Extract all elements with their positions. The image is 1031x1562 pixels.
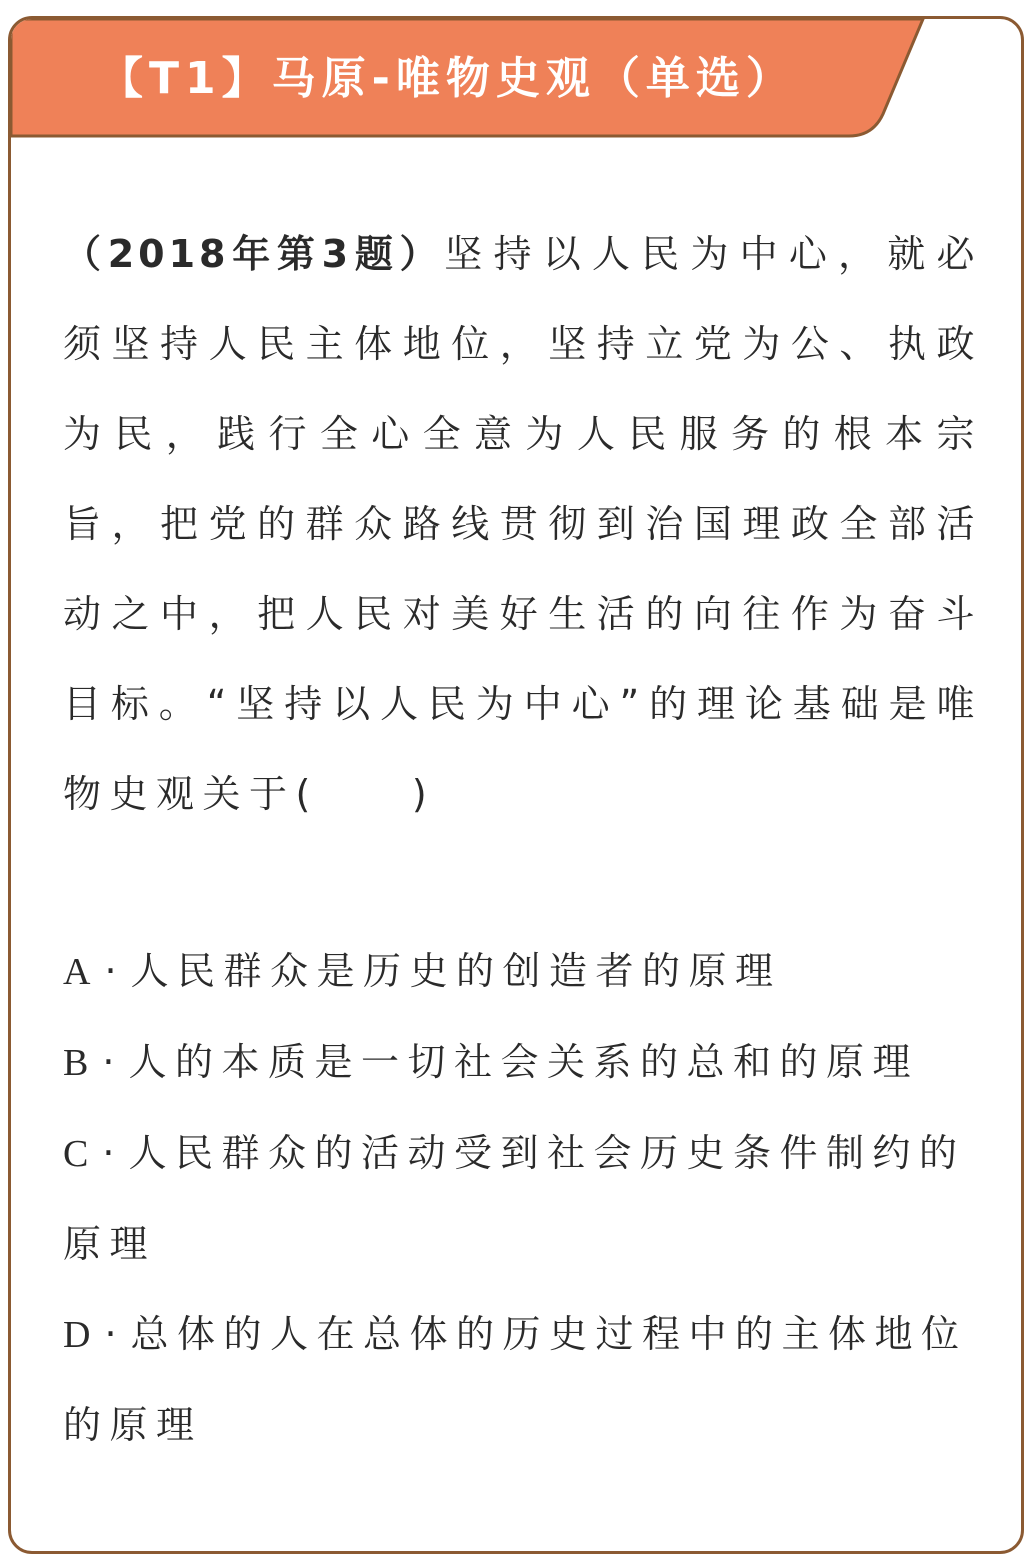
option-separator: · <box>104 949 117 993</box>
option-separator: · <box>104 1312 117 1356</box>
option-text: 人民群众的活动受到社会历史条件制约的原理 <box>63 1131 966 1266</box>
option-text: 人的本质是一切社会关系的总和的原理 <box>128 1040 919 1084</box>
question-source: （2018年第3题） <box>63 232 445 276</box>
option-letter: D <box>63 1314 91 1356</box>
option-b[interactable] <box>63 1017 983 1108</box>
option-c[interactable] <box>63 1108 983 1289</box>
page-title: 【T1】马原-唯物史观（单选） <box>99 53 796 104</box>
option-letter: B <box>63 1042 89 1084</box>
option-text: 人民群众是历史的创造者的原理 <box>130 949 782 993</box>
option-d[interactable] <box>63 1289 983 1470</box>
option-text: 总体的人在总体的历史过程中的主体地位的原理 <box>63 1312 968 1447</box>
option-letter: C <box>63 1133 89 1175</box>
option-separator: · <box>102 1131 115 1175</box>
option-letter: A <box>63 951 91 993</box>
question-card <box>8 16 1024 1554</box>
title-banner <box>11 19 1024 139</box>
question-body <box>63 209 983 839</box>
option-separator: · <box>102 1040 115 1084</box>
question-text: 坚持以人民为中心，就必须坚持人民主体地位，坚持立党为公、执政为民，践行全心全意为人民服务的根本宗旨，把党的群众路线贯彻到治国理政全部活动之中，把人民对美好生活的向往作为奋斗目标。“坚持以人民为中心”的理论基础是唯物史观关于( ) <box>63 232 983 816</box>
option-a[interactable] <box>63 926 983 1017</box>
options-list <box>63 926 983 1470</box>
